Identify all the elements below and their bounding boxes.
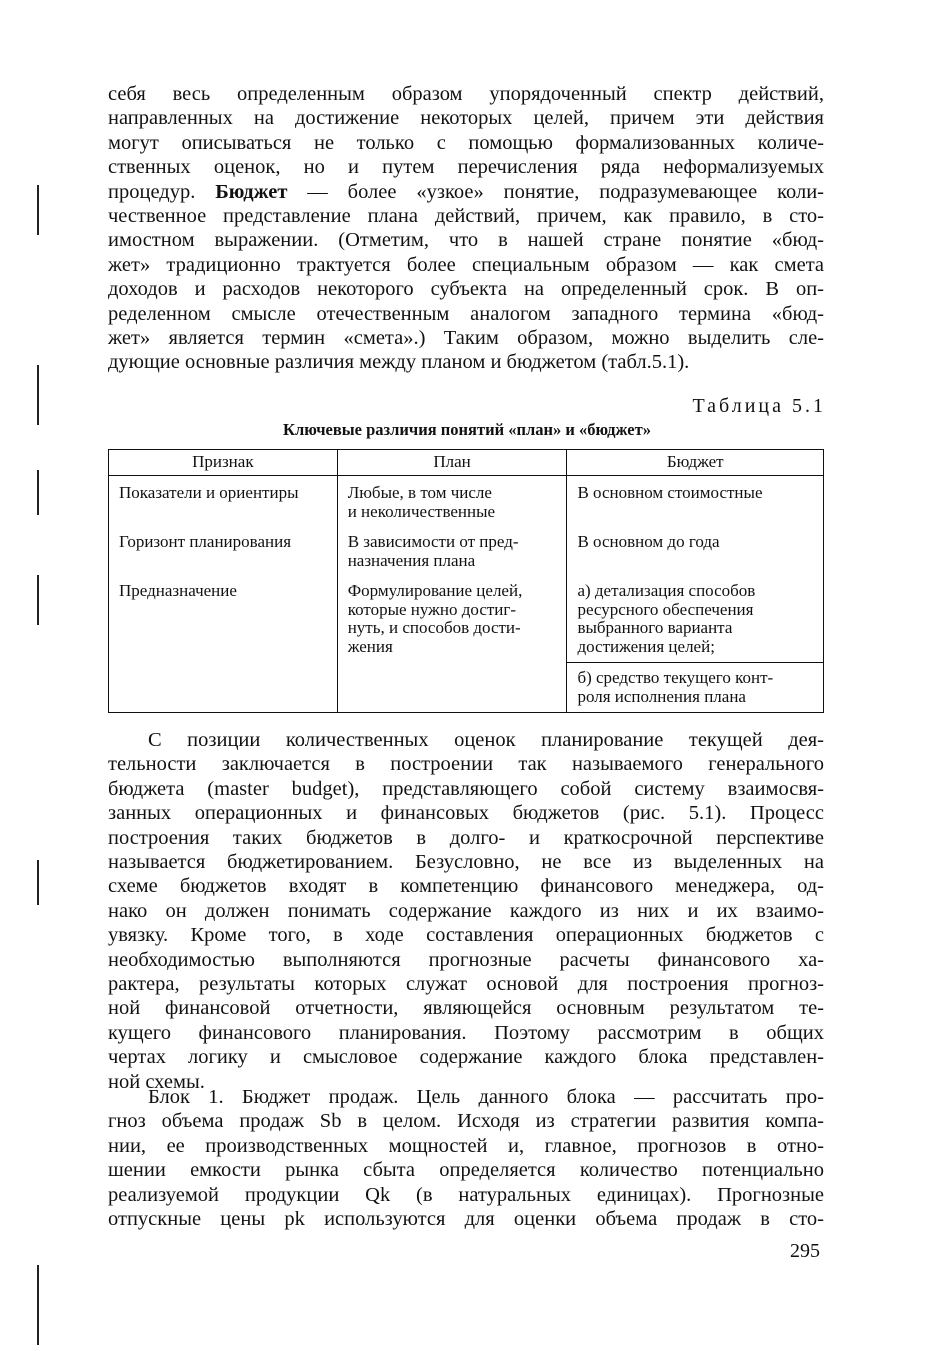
text-line: чертах логику и смысловое содержание каждого блока представлен- bbox=[108, 1046, 824, 1069]
cell-line: б) средство текущего конт- bbox=[577, 668, 774, 687]
budget-item-a bbox=[577, 582, 815, 656]
cell-line: В зависимости от пред- bbox=[347, 532, 519, 551]
table-cell-feature: Предназначение bbox=[109, 574, 338, 713]
table-row bbox=[109, 574, 824, 713]
bold-term: Бюджет bbox=[215, 180, 288, 203]
cell-line: Формулирование целей, bbox=[347, 581, 523, 600]
text-line: нако он должен понимать содержание каждого из них и их взаимо- bbox=[108, 899, 824, 922]
cell-line: и неколичественные bbox=[347, 501, 496, 521]
table-header-row bbox=[109, 450, 824, 476]
table-title: Ключевые различия понятий «план» и «бюджет» bbox=[283, 420, 651, 439]
text-line: кущего финансового планирования. Поэтому рассмотрим в общих bbox=[108, 1021, 824, 1044]
scan-margin-mark bbox=[37, 470, 39, 515]
scan-margin-mark bbox=[37, 575, 39, 625]
cell-line: В основном стоимостные bbox=[577, 483, 763, 502]
text-line: дующие основные различия между планом и бюджетом (табл.5.1). bbox=[108, 351, 690, 374]
table-header: План bbox=[337, 450, 567, 476]
table-cell-budget bbox=[567, 525, 824, 574]
text-line: ределенном смысле отечественным аналогом западного термина «бюд- bbox=[108, 302, 824, 325]
text-line: называется бюджетированием. Безусловно, не все из выделенных на bbox=[108, 851, 824, 874]
text-line-with-bold: процедур. Бюджет — более «узкое» понятие, подразумевающее коли- bbox=[108, 180, 824, 203]
text-line: гноз объема продаж Sb в целом. Исходя из стратегии развития компа- bbox=[108, 1110, 824, 1133]
text-line: бюджета (master budget), представляющего собой систему взаимосвя- bbox=[108, 777, 824, 800]
table-row bbox=[109, 525, 824, 574]
text-line: схеме бюджетов входят в компетенцию финансового менеджера, од- bbox=[108, 875, 824, 898]
text-line: тельности заключается в построении так называемого генерального bbox=[108, 753, 824, 776]
text-line: Блок 1. Бюджет продаж. Цель данного блока — рассчитать про- bbox=[148, 1086, 824, 1108]
table-cell-plan bbox=[337, 525, 567, 574]
paragraph-1 bbox=[108, 82, 824, 375]
text-line: увязку. Кроме того, в ходе составления операционных бюджетов с bbox=[108, 924, 824, 947]
text-line: С позиции количественных оценок планирование текущей дея- bbox=[148, 729, 824, 751]
text-line: ной схемы. bbox=[108, 1070, 205, 1093]
text-line: жет» является термин «смета».) Таким образом, можно выделить сле- bbox=[108, 327, 824, 350]
text-line: направленных на достижение некоторых целей, причем эти действия bbox=[108, 107, 824, 130]
text-line: отпускные цены pk используются для оценки объема продаж в сто- bbox=[108, 1208, 824, 1231]
scan-margin-mark bbox=[37, 860, 39, 905]
text-line: доходов и расходов некоторого субъекта на определенный срок. В оп- bbox=[108, 278, 824, 301]
text-line: ственных оценок, но и путем перечисления ряда неформализуемых bbox=[108, 156, 824, 179]
table-cell-plan bbox=[337, 574, 567, 713]
scan-margin-mark bbox=[37, 1265, 39, 1345]
comparison-table bbox=[108, 449, 824, 713]
text-line: рактера, результаты которых служат основой для построения прогноз- bbox=[108, 973, 824, 996]
text-line: себя весь определенным образом упорядоченный спектр действий, bbox=[108, 83, 824, 105]
scan-margin-mark bbox=[37, 365, 39, 425]
table-cell-budget bbox=[567, 574, 824, 713]
cell-line: а) детализация способов bbox=[577, 581, 756, 600]
table-cell-budget bbox=[567, 476, 824, 526]
cell-line: В основном до года bbox=[577, 532, 720, 551]
text-line: имостном выражении. (Отметим, что в нашей стране понятие «бюд- bbox=[108, 229, 824, 252]
text-line: реализуемой продукции Qk (в натуральных единицах). Прогнозные bbox=[108, 1183, 824, 1206]
cell-line: Любые, в том числе bbox=[347, 483, 492, 502]
cell-line: назначения плана bbox=[347, 550, 476, 570]
scan-margin-mark bbox=[37, 185, 39, 235]
budget-item-b bbox=[567, 662, 823, 706]
paragraph-2 bbox=[108, 728, 824, 1094]
text-line: необходимостью выполняются прогнозные расчеты финансового ха- bbox=[108, 948, 824, 971]
text-line: жет» традиционно трактуется более специальным образом — как смета bbox=[108, 253, 824, 276]
cell-line: выбранного варианта bbox=[577, 618, 733, 637]
table-number: Таблица 5.1 bbox=[692, 395, 826, 417]
paragraph-3 bbox=[108, 1085, 824, 1231]
cell-line: жения bbox=[347, 636, 393, 656]
text-line: построения таких бюджетов в долго- и краткосрочной перспективе bbox=[108, 826, 824, 849]
cell-line: которые нужно достиг- bbox=[347, 599, 517, 619]
text-line: нии, ее производственных мощностей и, главное, прогнозов в отно- bbox=[108, 1134, 824, 1157]
cell-line: ресурсного обеспечения bbox=[577, 599, 754, 619]
page-number: 295 bbox=[790, 1240, 820, 1262]
table-header: Признак bbox=[109, 450, 338, 476]
text-line: чественное представление плана действий, причем, как правило, в сто- bbox=[108, 205, 824, 228]
text-line: шении емкости рынка сбыта определяется количество потенциально bbox=[108, 1159, 824, 1182]
cell-line: достижения целей; bbox=[577, 636, 715, 656]
table-cell-feature: Горизонт планирования bbox=[109, 525, 338, 574]
text-line: могут описываться не только с помощью формализованных количе- bbox=[108, 131, 824, 154]
cell-line: нуть, и способов дости- bbox=[347, 618, 521, 637]
text-line: ной финансовой отчетности, являющейся основным результатом те- bbox=[108, 997, 824, 1020]
table-cell-feature: Показатели и ориентиры bbox=[109, 476, 338, 526]
cell-line: роля исполнения плана bbox=[577, 686, 746, 706]
table-cell-plan bbox=[337, 476, 567, 526]
text-line: занных операционных и финансовых бюджетов (рис. 5.1). Процесс bbox=[108, 802, 824, 825]
table-row bbox=[109, 476, 824, 526]
table-header: Бюджет bbox=[567, 450, 824, 476]
